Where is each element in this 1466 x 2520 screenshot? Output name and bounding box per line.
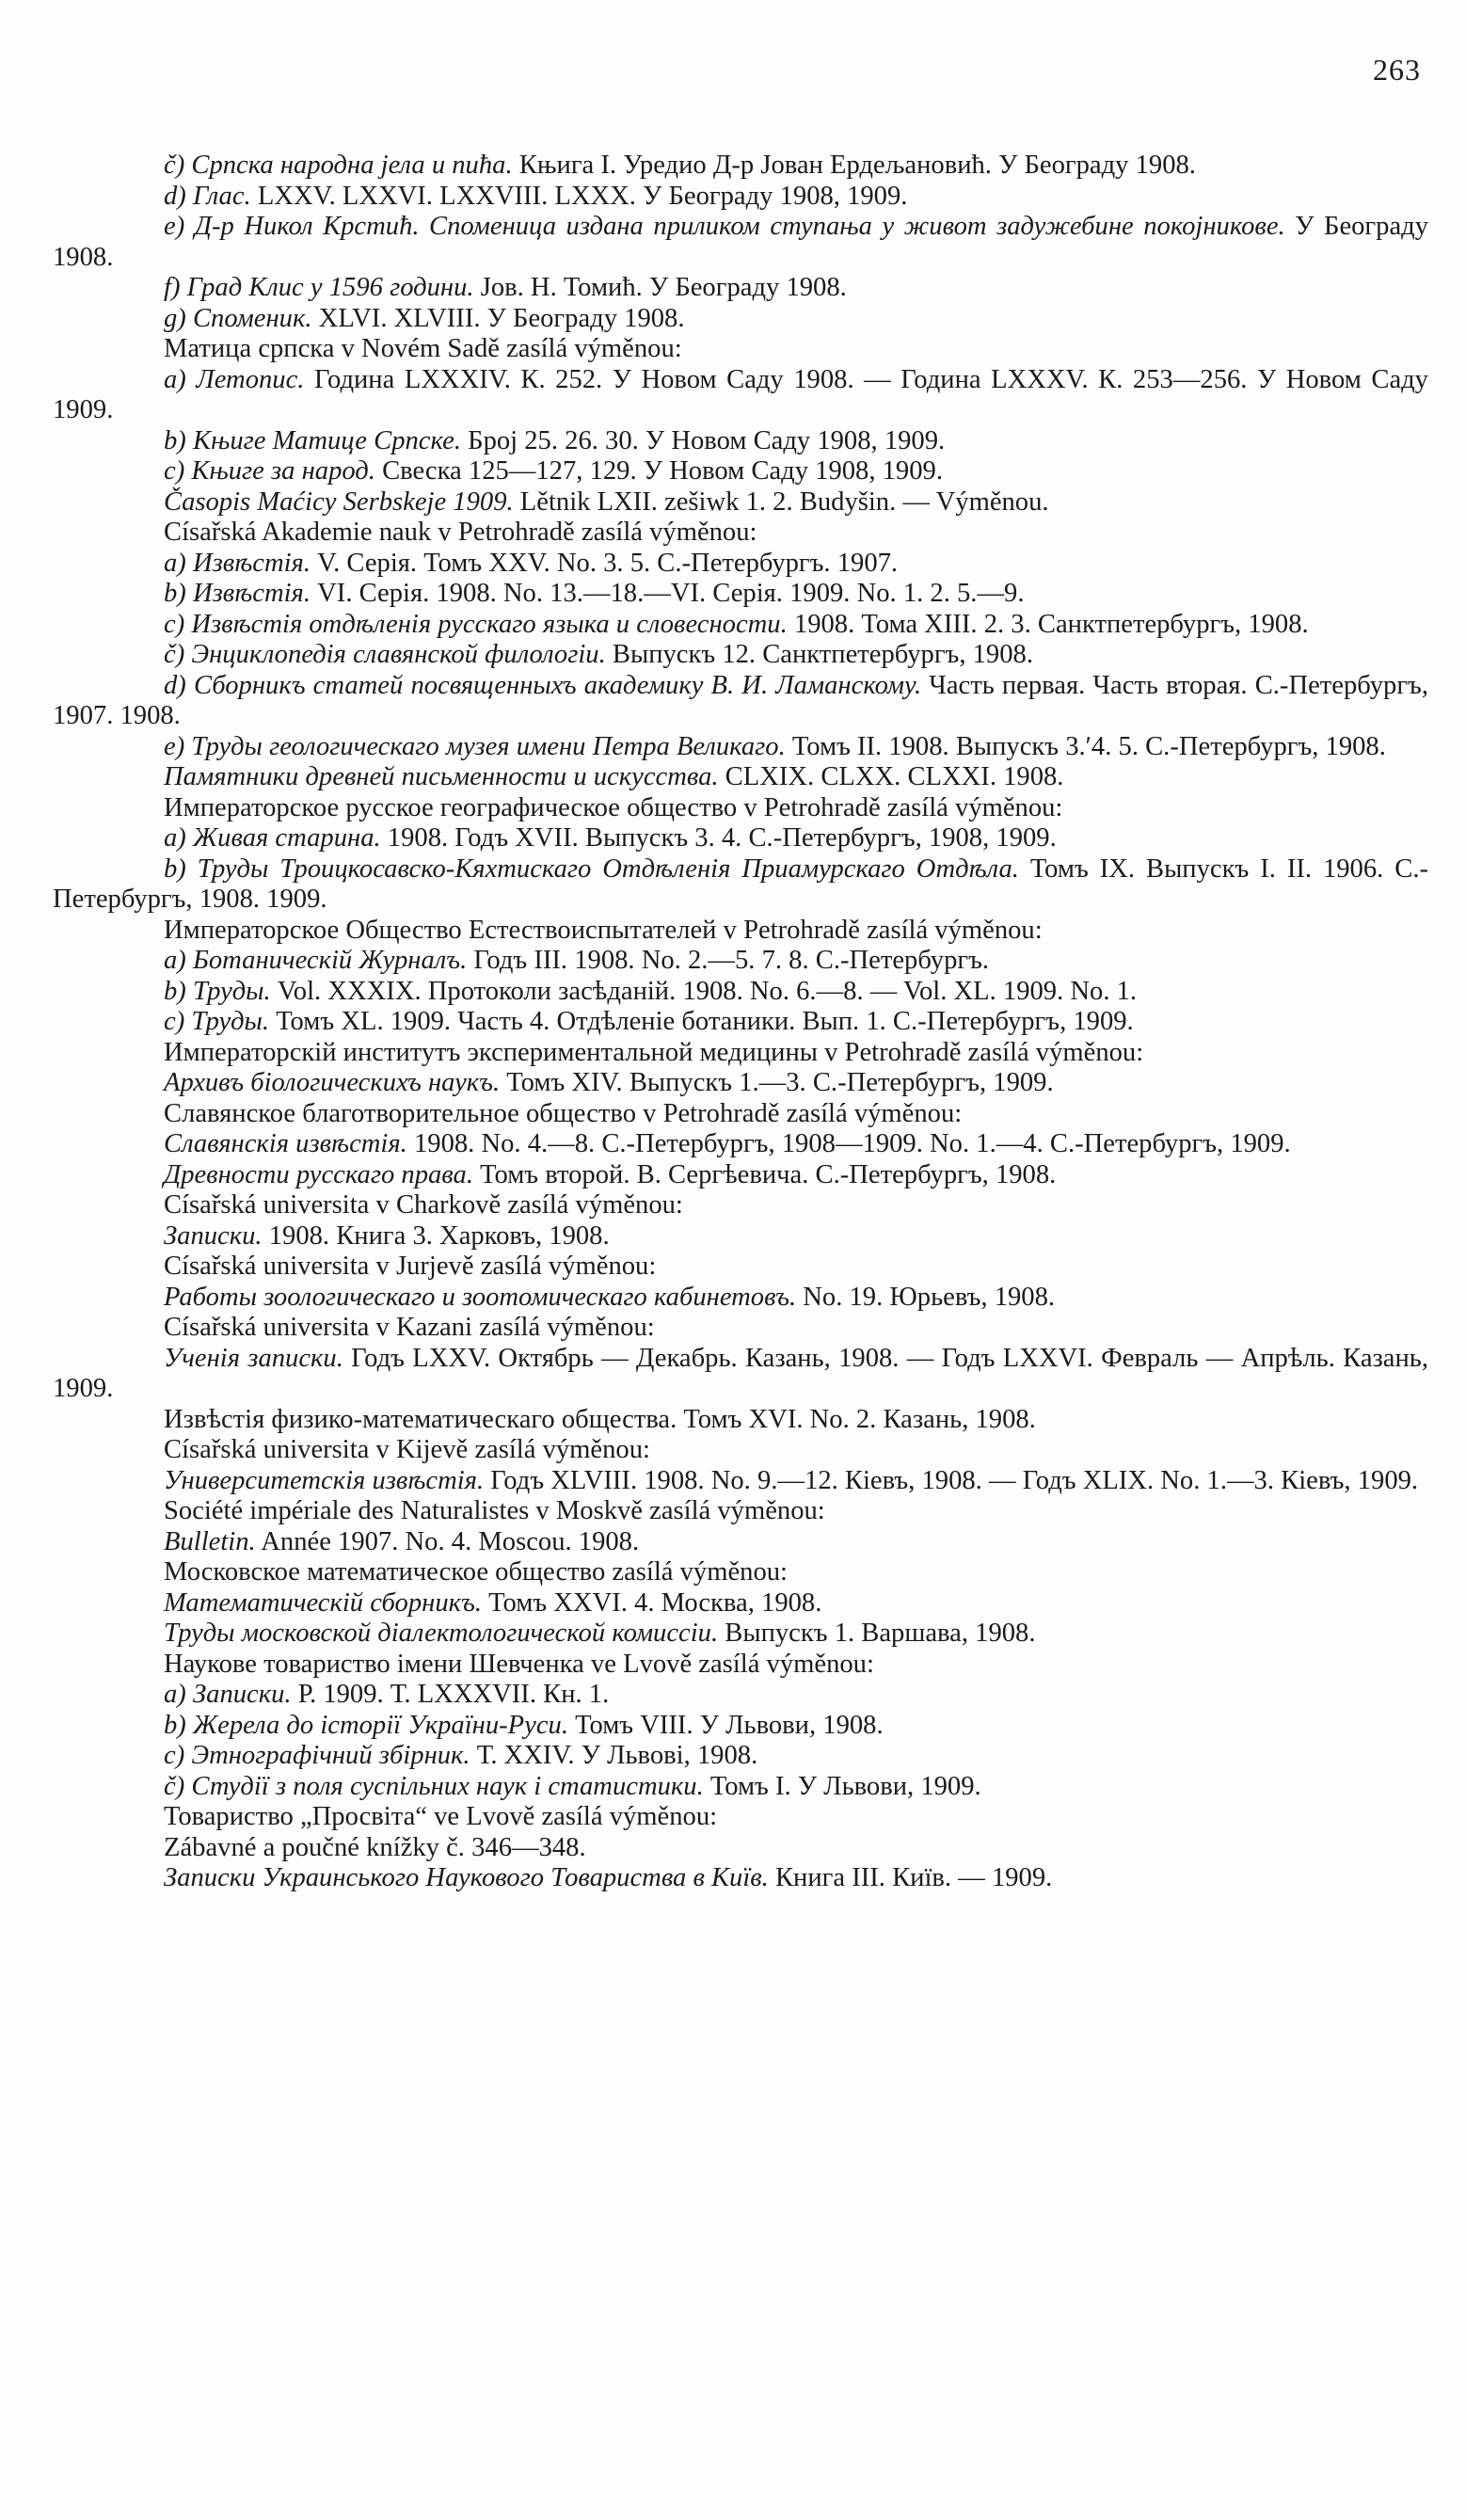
entry-title: Труды. <box>191 1007 270 1036</box>
entry-details: Lětnik LXII. zešiwk 1. 2. Budyšin. — Výměnou. <box>519 486 1049 517</box>
entry-label: b) <box>164 853 186 884</box>
section-heading: Славянское благотворительное общество v Petrohradě zasílá výměnou: <box>164 1098 963 1128</box>
entry-label: b) <box>164 579 186 608</box>
entry-label: a) <box>164 1680 186 1709</box>
entry-title: Труды Троицкосавско-Кяхтискаго Отдѣленія Приамурскаго Отдѣла. <box>197 853 1019 884</box>
entry-details: Томъ XL. 1909. Часть 4. Отдѣленіе ботаники. Вып. 1. С.-Петербургъ, 1909. <box>276 1007 1134 1036</box>
entry-title: Глас. <box>192 181 251 211</box>
entry-details: 1908. Книга 3. Харковъ, 1908. <box>268 1220 610 1251</box>
section-heading: Императорское русское географическое общество v Petrohradě zasílá výměnou: <box>164 792 1063 822</box>
entry-label: č) <box>164 151 185 180</box>
section-heading: Наукове товариство імени Шевченка ve Lvově zasílá výměnou: <box>164 1649 874 1679</box>
bibliography-entry <box>53 1007 1428 1038</box>
section-heading: Товариство „Просвіта“ ve Lvově zasílá výměnou: <box>164 1802 718 1831</box>
bibliography-entry <box>53 1466 1428 1497</box>
section-heading: Императорскій институтъ экспериментальной медицины v Petrohradě zasílá výměnou: <box>164 1037 1144 1067</box>
entry-title: Труды. <box>192 976 271 1006</box>
entry-title: Српска народна јела и пића. <box>191 151 513 180</box>
entry-details: Годъ III. 1908. No. 2.—5. 7. 8. С.-Петербургъ. <box>473 946 990 975</box>
entry-label: c) <box>164 1741 185 1770</box>
entry-details: Томъ XIV. Выпускъ 1.—3. С.-Петербургъ, 1909. <box>506 1068 1054 1097</box>
entry-title: Д-р Никол Крстић. Споменица издана приликом ступања у живот задужебине покојникове. <box>194 212 1285 241</box>
entry-label: b) <box>164 1710 186 1740</box>
bibliography-entry <box>53 151 1428 182</box>
bibliography-entry <box>53 1772 1428 1803</box>
bibliography-entry <box>53 671 1428 732</box>
entry-label: č) <box>164 640 185 669</box>
bibliography-entry <box>53 426 1428 457</box>
entry-title: Записки. <box>192 1680 292 1709</box>
entry-title: Књиге за народ. <box>191 456 375 486</box>
bibliography-entry <box>53 182 1428 213</box>
section-heading: Société impériale des Naturalistes v Moskvě zasílá výměnou: <box>164 1496 825 1525</box>
section-heading: Матица српска v Novém Sadě zasílá výměnou: <box>164 334 682 363</box>
entry-title: Математическій сборникъ. <box>164 1587 483 1618</box>
entry-label: d) <box>164 670 186 700</box>
entry-label: č) <box>164 1771 185 1801</box>
section-heading: Císařská Akademie nauk v Petrohradě zasílá výměnou: <box>164 518 757 547</box>
entry-label: c) <box>164 609 185 639</box>
section-heading: Císařská universita v Jurjevě zasílá výměnou: <box>164 1252 657 1281</box>
bibliography-entry <box>53 1405 1428 1436</box>
entry-details: Выпускъ 12. Санктпетербургъ, 1908. <box>612 640 1033 669</box>
section-heading: Императорское Общество Естествоиспытателей v Petrohradě zasílá výměnou: <box>164 915 1043 945</box>
bibliography-entry <box>53 365 1428 426</box>
bibliography-entry <box>53 304 1428 335</box>
entry-label: c) <box>164 1007 185 1036</box>
entry-details: Томъ IX. Выпускъ I. II. 1906. С.-Петербургъ, 1908. 1909. <box>53 853 1428 914</box>
entry-details: LXXV. LXXVI. LXXVIII. LXXX. У Београду 1908, 1909. <box>257 181 908 211</box>
entry-label: a) <box>164 823 186 853</box>
entry-label: a) <box>164 548 186 578</box>
bibliography-entry <box>53 1527 1428 1558</box>
entry-details: CLXIX. CLXX. CLXXI. 1908. <box>725 762 1064 791</box>
bibliography-entry <box>53 762 1428 793</box>
entry-label: d) <box>164 181 186 211</box>
entry-details: Свеска 125—127, 129. У Новом Саду 1908, 1909. <box>382 456 943 486</box>
entry-title: Извѣстія. <box>192 548 311 578</box>
section-heading: Císařská universita v Charkově zasílá výměnou: <box>164 1190 683 1220</box>
entry-title: Древности русскаго права. <box>164 1159 473 1189</box>
entry-title: Сборникъ статей посвященныхъ академику В. И. Ламанскому. <box>193 670 922 700</box>
entry-details: Година LXXXIV. К. 252. У Новом Саду 1908. — Година LXXXV. К. 253—256. У Новом Саду 1909. <box>53 364 1428 424</box>
page-number: 263 <box>1373 53 1421 87</box>
bibliography-list <box>53 151 1428 1894</box>
entry-details: VI. Серія. 1908. No. 13.—18.—VI. Серія. 1909. No. 1. 2. 5.—9. <box>317 579 1025 608</box>
entry-details: Часть первая. Часть вторая. С.-Петербургъ, 1907. 1908. <box>53 670 1428 730</box>
entry-title: Извѣстія отдѣленія русскаго языка и словесности. <box>191 609 788 639</box>
entry-details: Извѣстія физико-математическаго общества. Томъ XVI. No. 2. Казань, 1908. <box>164 1404 1036 1434</box>
bibliography-entry <box>53 1283 1428 1314</box>
entry-title: Труды московской діалектологической комиссіи. <box>164 1619 719 1648</box>
entry-label: a) <box>164 364 186 394</box>
entry-title: Bulletin. <box>164 1526 256 1556</box>
entry-title: Ученія записки. <box>164 1343 343 1373</box>
entry-title: Извѣстія. <box>192 579 311 608</box>
entry-details: No. 19. Юрьевъ, 1908. <box>803 1282 1056 1312</box>
bibliography-entry <box>53 946 1428 977</box>
bibliography-entry <box>53 273 1428 304</box>
entry-details: Томъ I. У Львови, 1909. <box>709 1771 981 1801</box>
entry-details: Томъ VIII. У Львови, 1908. <box>575 1710 884 1740</box>
entry-details: Годъ LXXV. Октябрь — Декабрь. Казань, 1908. — Годъ LXXVI. Февраль — Апрѣль. Казань, 1909. <box>53 1343 1428 1403</box>
bibliography-entry <box>53 610 1428 641</box>
entry-title: Записки Украинського Наукового Товариства в Київ. <box>164 1863 769 1892</box>
entry-title: Этнографічний збірник. <box>191 1741 470 1770</box>
bibliography-entry <box>53 1344 1428 1405</box>
entry-title: Работы зоологическаго и зоотомическаго кабинетовъ. <box>164 1282 797 1312</box>
entry-title: Ботаническій Журналъ. <box>192 946 468 975</box>
entry-details: XLVI. XLVIII. У Београду 1908. <box>318 303 685 333</box>
entry-details: Выпускъ 1. Варшава, 1908. <box>725 1619 1036 1648</box>
section-heading: Císařská universita v Kazani zasílá výměnou: <box>164 1313 655 1342</box>
bibliography-entry <box>53 1129 1428 1160</box>
entry-details: Т. XXIV. У Львові, 1908. <box>476 1741 758 1770</box>
entry-label: e) <box>164 212 185 241</box>
entry-details: Année 1907. No. 4. Moscou. 1908. <box>261 1526 640 1556</box>
bibliography-entry <box>53 1741 1428 1772</box>
bibliography-entry <box>53 1619 1428 1650</box>
entry-title: Архивъ біологическихъ наукъ. <box>164 1068 501 1097</box>
entry-title: Časopis Maćicy Serbskeje 1909. <box>164 486 514 517</box>
entry-details: 1908. No. 4.—8. С.-Петербургъ, 1908—1909. No. 1.—4. С.-Петербургъ, 1909. <box>413 1129 1291 1158</box>
entry-title: Живая старина. <box>192 823 381 853</box>
bibliography-entry <box>53 1711 1428 1742</box>
section-heading: Московское математическое общество zasílá výměnou: <box>164 1557 788 1587</box>
entry-plain: Zábavné a poučné knížky č. 346—348. <box>164 1832 586 1862</box>
entry-title: Књиге Матице Српске. <box>192 425 461 455</box>
entry-details: Томъ II. 1908. Выпускъ 3.ʹ4. 5. С.-Петербургъ, 1908. <box>791 731 1386 761</box>
section-heading: Císařská universita v Kijevě zasílá výměnou: <box>164 1435 650 1464</box>
bibliography-entry <box>53 212 1428 273</box>
bibliography-entry <box>53 1160 1428 1191</box>
entry-label: g) <box>164 303 186 333</box>
bibliography-entry <box>53 977 1428 1008</box>
entry-label: a) <box>164 946 186 975</box>
entry-label: c) <box>164 456 185 486</box>
bibliography-entry <box>53 732 1428 763</box>
entry-details: 1908. Тома XIII. 2. 3. Санктпетербургъ, 1908. <box>793 609 1309 639</box>
entry-title: Университетскія извѣстія. <box>164 1465 485 1495</box>
entry-label: f) <box>164 273 181 302</box>
bibliography-entry <box>53 1221 1428 1252</box>
entry-title: Жерела до історії України-Руси. <box>192 1710 568 1740</box>
entry-label: b) <box>164 976 186 1006</box>
entry-title: Студії з поля суспільних наук і статистики. <box>191 1771 704 1801</box>
entry-title: Славянскія извѣстія. <box>164 1129 407 1158</box>
entry-details: 1908. Годъ XVII. Выпускъ 3. 4. С.-Петербургъ, 1908, 1909. <box>387 823 1057 853</box>
bibliography-entry <box>53 823 1428 854</box>
entry-details: Број 25. 26. 30. У Новом Саду 1908, 1909. <box>468 425 946 455</box>
entry-details: V. Серія. Томъ XXV. No. 3. 5. С.-Петербургъ. 1907. <box>317 548 899 578</box>
entry-label: b) <box>164 425 186 455</box>
entry-details: Годъ XLVIII. 1908. No. 9.—12. Кіевъ, 1908. — Годъ XLIX. No. 1.—3. Кіевъ, 1909. <box>490 1465 1419 1495</box>
bibliography-entry <box>53 579 1428 610</box>
entry-details: Книга III. Київ. — 1909. <box>774 1863 1053 1892</box>
entry-title: Летопис. <box>196 364 305 394</box>
bibliography-entry <box>53 1680 1428 1711</box>
entry-details: Томъ XXVI. 4. Москва, 1908. <box>488 1587 822 1618</box>
bibliography-entry <box>53 640 1428 671</box>
entry-details: Р. 1909. Т. LXXXVII. Кн. 1. <box>297 1680 610 1709</box>
entry-title: Энциклопедія славянской филологіи. <box>191 640 606 669</box>
entry-title: Памятники древней письменности и искусства. <box>164 762 719 791</box>
bibliography-entry <box>53 1863 1428 1894</box>
bibliography-entry <box>53 1068 1428 1099</box>
entry-title: Град Клис у 1596 години. <box>186 273 474 302</box>
entry-title: Записки. <box>164 1220 263 1251</box>
entry-details: Књига I. Уредио Д-р Јован Ердељановић. У Београду 1908. <box>518 151 1196 180</box>
bibliography-entry <box>53 1588 1428 1619</box>
entry-details: Томъ второй. В. Сергѣевича. С.-Петербургъ, 1908. <box>480 1159 1057 1189</box>
entry-details: Јов. Н. Томић. У Београду 1908. <box>480 273 847 302</box>
entry-label: e) <box>164 731 185 761</box>
entry-title: Споменик. <box>192 303 312 333</box>
bibliography-entry <box>53 549 1428 580</box>
bibliography-entry <box>53 854 1428 916</box>
entry-details: Vol. XXXIX. Протоколи засѣданій. 1908. No. 6.—8. — Vol. XL. 1909. No. 1. <box>277 976 1138 1006</box>
entry-title: Труды геологическаго музея имени Петра Великаго. <box>191 731 786 761</box>
entry-details: У Београду 1908. <box>53 212 1428 272</box>
bibliography-entry <box>53 456 1428 487</box>
bibliography-entry <box>53 487 1428 518</box>
